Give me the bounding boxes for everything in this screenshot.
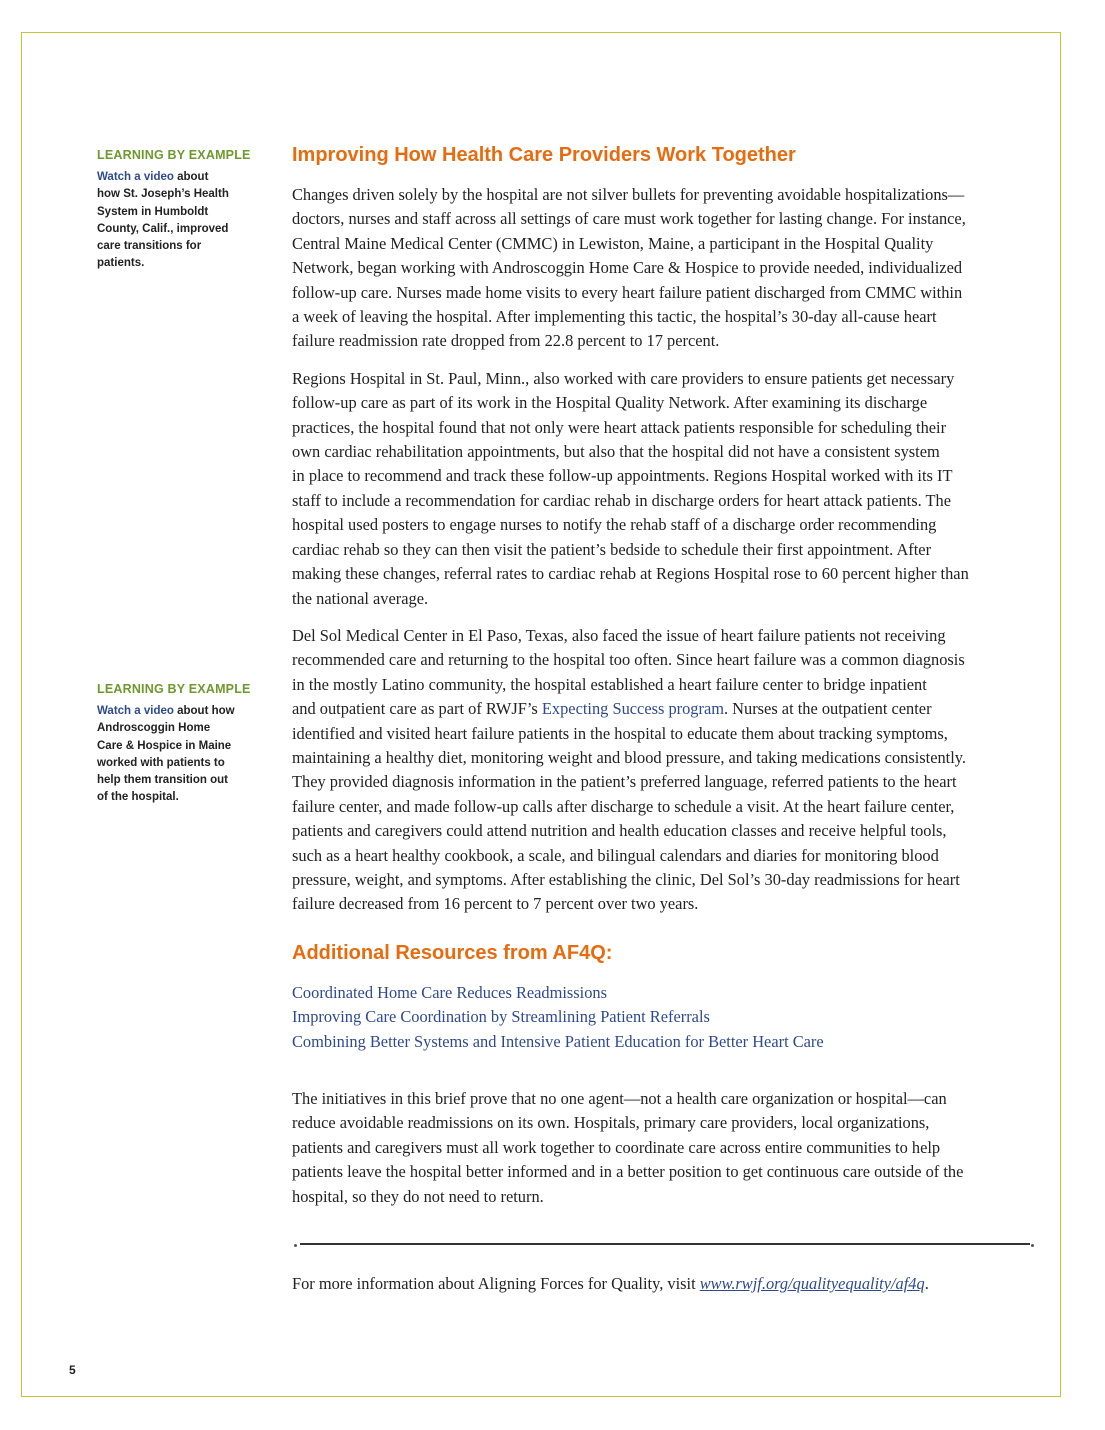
sidebar-title: LEARNING BY EXAMPLE bbox=[97, 682, 251, 696]
text-line: Changes driven solely by the hospital are not silver bullets for preventing avoidable hospitalizations— bbox=[292, 185, 965, 204]
paragraph-regions bbox=[292, 367, 1034, 611]
text-line: reduce avoidable readmissions on its own. Hospitals, primary care providers, local organizations, bbox=[292, 1113, 930, 1133]
text-line: such as a heart healthy cookbook, a scale, and bilingual calendars and diaries for monitoring blood bbox=[292, 845, 939, 865]
af4q-url-link[interactable]: www.rwjf.org/qualityequality/af4q bbox=[699, 1274, 925, 1294]
text-line: the national average. bbox=[292, 588, 429, 608]
sidebar-title: LEARNING BY EXAMPLE bbox=[97, 148, 251, 162]
rule-end-dot bbox=[294, 1244, 297, 1247]
more-info-end: . bbox=[924, 1274, 929, 1294]
paragraph-cmmc bbox=[292, 183, 1034, 354]
text-line: hospital, so they do not need to return. bbox=[292, 1186, 544, 1206]
paragraph-del-sol bbox=[292, 624, 1034, 917]
text-line: follow-up care as part of its work in the Hospital Quality Network. After examining its discharge bbox=[292, 393, 928, 413]
text-line: cardiac rehab so they can then visit the patient’s bedside to schedule their first appointment. After bbox=[292, 539, 932, 559]
text-line: Central Maine Medical Center (CMMC) in Lewiston, Maine, a participant in the Hospital Quality bbox=[292, 233, 934, 253]
text-line: own cardiac rehabilitation appointments, but also that the hospital did not have a consistent system bbox=[292, 442, 940, 462]
text-line: Network, began working with Androscoggin Home Care & Hospice to provide needed, individualized bbox=[292, 258, 963, 278]
text-line: They provided diagnosis information in the patient’s preferred language, referred patients to the heart bbox=[292, 772, 957, 792]
sidebar-text bbox=[97, 169, 272, 273]
resource-link[interactable]: Coordinated Home Care Reduces Readmissions bbox=[292, 982, 607, 1002]
watch-video-link[interactable]: Watch a video bbox=[97, 705, 174, 717]
text-line: staff to include a recommendation for cardiac rehab in discharge orders for heart attack patients. The bbox=[292, 490, 951, 510]
text-line: . Nurses at the outpatient center bbox=[723, 699, 932, 719]
text-line: patients leave the hospital better informed and in a better position to get continuous care outside of the bbox=[292, 1162, 964, 1182]
section-heading-providers: Improving How Health Care Providers Work Together bbox=[292, 144, 796, 166]
text-line: identified and visited heart failure patients in the hospital to educate them about tracking symptoms, bbox=[292, 723, 948, 743]
expecting-success-link[interactable]: Expecting Success program bbox=[541, 699, 724, 719]
text-line: in place to recommend and track these follow-up appointments. Regions Hospital worked with its IT bbox=[292, 466, 953, 486]
text-line: hospital used posters to engage nurses to notify the rehab staff of a discharge order recommending bbox=[292, 515, 937, 535]
sidebar-text-line: Androscoggin Home bbox=[97, 722, 211, 735]
text-line: patients and caregivers must all work together to coordinate care across entire communities to help bbox=[292, 1137, 941, 1157]
resources-list bbox=[292, 981, 1034, 1054]
text-line: The initiatives in this brief prove that no one agent—not a health care organization or hospital—can bbox=[292, 1089, 947, 1108]
more-info-line bbox=[292, 1272, 1034, 1296]
text-line: Del Sol Medical Center in El Paso, Texas, also faced the issue of heart failure patients not receiving bbox=[292, 625, 946, 645]
sidebar-text bbox=[97, 703, 272, 807]
section-heading-resources: Additional Resources from AF4Q: bbox=[292, 941, 613, 964]
text-line: failure decreased from 16 percent to 7 percent over two years. bbox=[292, 894, 699, 914]
divider-rule bbox=[292, 1240, 1034, 1250]
text-line: recommended care and returning to the hospital too often. Since heart failure was a common diagnosis bbox=[292, 650, 965, 670]
text-line: failure readmission rate dropped from 22.8 percent to 17 percent. bbox=[292, 331, 720, 351]
rule-end-dot bbox=[1031, 1244, 1034, 1247]
sidebar-text-line: worked with patients to bbox=[97, 756, 225, 769]
text-line: and outpatient care as part of RWJF’s bbox=[292, 699, 542, 719]
paragraph-closing bbox=[292, 1087, 1034, 1209]
sidebar-text-line: Care & Hospice in Maine bbox=[97, 739, 232, 752]
text-line: maintaining a healthy diet, monitoring weight and blood pressure, and taking medications consistently. bbox=[292, 747, 967, 767]
sidebar-text-line: patients. bbox=[97, 257, 145, 270]
text-line: follow-up care. Nurses made home visits to every heart failure patient discharged from CMMC within bbox=[292, 282, 963, 302]
text-line: practices, the hospital found that not only were heart attack patients responsible for scheduling their bbox=[292, 417, 947, 437]
main-content bbox=[292, 141, 1034, 1312]
text-line: patients and caregivers could attend nutrition and health education classes and receive helpful tools, bbox=[292, 821, 947, 841]
sidebar-learning-box-2 bbox=[97, 682, 272, 807]
text-line: doctors, nurses and staff across all settings of care must work together for lasting change. For instance, bbox=[292, 209, 966, 229]
sidebar-learning-box-1 bbox=[97, 148, 272, 273]
text-line: making these changes, referral rates to cardiac rehab at Regions Hospital rose to 60 percent higher than bbox=[292, 564, 969, 584]
sidebar-text-line: System in Humboldt bbox=[97, 205, 209, 218]
watch-video-link[interactable]: Watch a video bbox=[97, 171, 174, 183]
more-info-text: For more information about Aligning Forces for Quality, visit bbox=[292, 1274, 700, 1294]
text-line: a week of leaving the hospital. After implementing this tactic, the hospital’s 30-day all-cause heart bbox=[292, 307, 937, 327]
sidebar-text-line: about how bbox=[173, 705, 235, 717]
text-line: pressure, weight, and symptoms. After establishing the clinic, Del Sol’s 30-day readmissions for heart bbox=[292, 869, 960, 889]
sidebar-text-line: about bbox=[173, 171, 209, 183]
text-line: Regions Hospital in St. Paul, Minn., also worked with care providers to ensure patients get necessary bbox=[292, 368, 955, 388]
sidebar-text-line: help them transition out bbox=[97, 774, 228, 787]
resource-link[interactable]: Improving Care Coordination by Streamlining Patient Referrals bbox=[292, 1007, 710, 1027]
divider-line bbox=[300, 1243, 1030, 1245]
sidebar-text-line: how St. Joseph’s Health bbox=[97, 188, 229, 201]
text-line: in the mostly Latino community, the hospital established a heart failure center to bridge inpatient bbox=[292, 674, 927, 694]
sidebar-text-line: of the hospital. bbox=[97, 791, 179, 804]
sidebar-text-line: County, Calif., improved bbox=[97, 222, 229, 235]
text-line: failure center, and made follow-up calls after discharge to schedule a visit. At the heart failure center, bbox=[292, 796, 955, 816]
resource-link[interactable]: Combining Better Systems and Intensive Patient Education for Better Heart Care bbox=[292, 1031, 824, 1051]
sidebar-text-line: care transitions for bbox=[97, 240, 202, 253]
page-number: 5 bbox=[69, 1363, 76, 1377]
